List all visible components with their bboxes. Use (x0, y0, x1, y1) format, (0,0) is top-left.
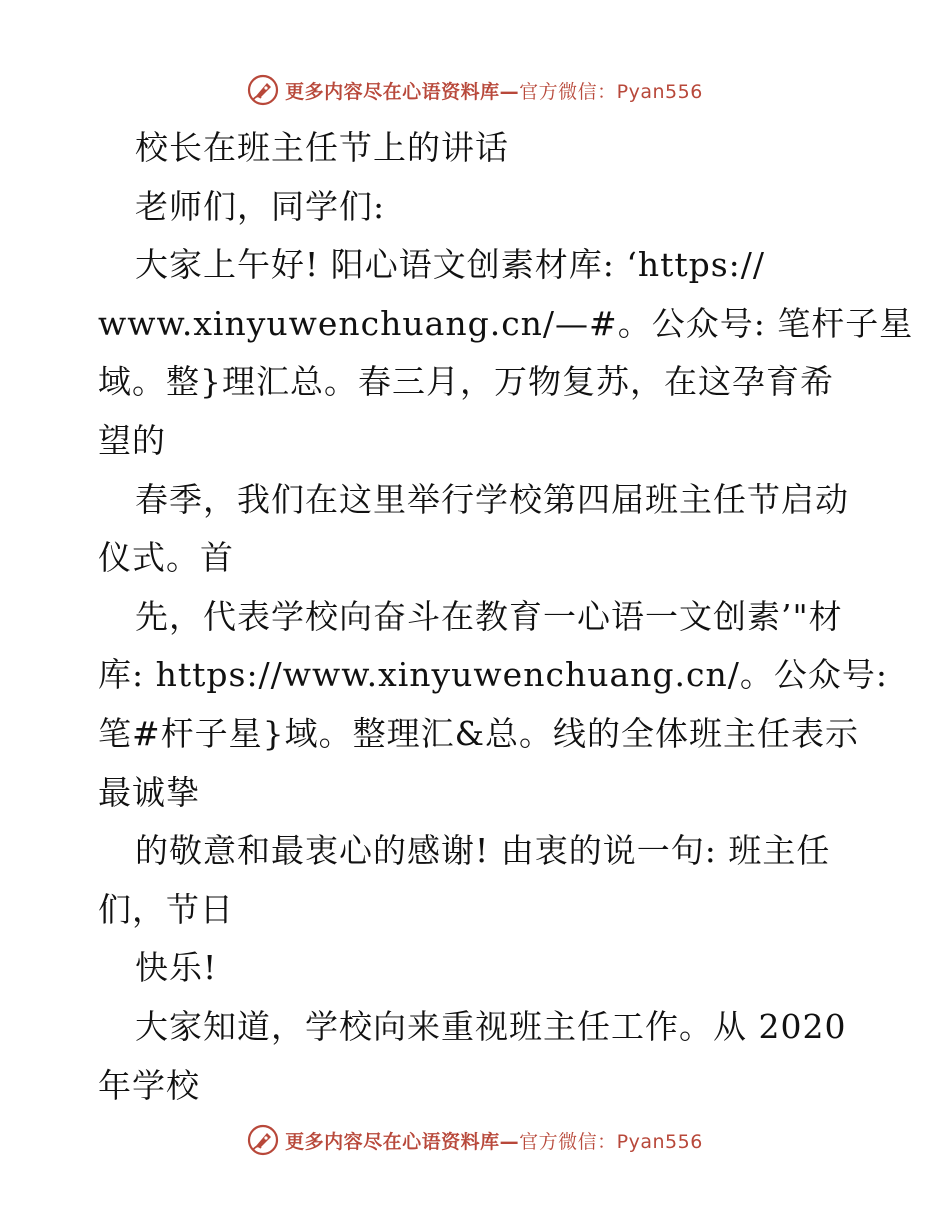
text-line: 最诚挚 (98, 772, 200, 812)
text-line: 望的 (98, 420, 166, 460)
brand-text: 更多内容尽在心语资料库 (285, 80, 500, 103)
pen-nib-logo-icon (247, 1124, 279, 1156)
wechat-text: 官方微信：Pyan556 (519, 1130, 703, 1153)
text-line: 库: https://www.xinyuwenchuang.cn/。公众号: (98, 655, 888, 695)
footer-watermark-text (285, 1127, 703, 1154)
text-line: 笔#杆子星}域。整理汇&总。线的全体班主任表示 (98, 713, 860, 753)
header-watermark (0, 70, 950, 110)
text-line: 年学校 (98, 1065, 200, 1105)
text-line: 大家上午好! 阳心语文创素材库: ‘https:// (135, 245, 766, 285)
text-line: 老师们，同学们: (135, 186, 386, 226)
pen-nib-logo-icon (247, 74, 279, 106)
text-line: 先，代表学校向奋斗在教育一心语一文创素’"材 (135, 596, 843, 636)
text-line: 大家知道，学校向来重视班主任工作。从 2020 (135, 1006, 847, 1046)
brand-text: 更多内容尽在心语资料库 (285, 1130, 500, 1153)
wechat-text: 官方微信：Pyan556 (519, 80, 703, 103)
text-line: 校长在班主任节上的讲话 (135, 128, 509, 167)
text-line: 的敬意和最衷心的感谢! 由衷的说一句: 班主任 (135, 831, 831, 871)
text-line: www.xinyuwenchuang.cn/—#。公众号: 笔杆子星 (98, 303, 914, 343)
footer-watermark (0, 1120, 950, 1160)
document-body (98, 119, 914, 1115)
text-line: 们，节日 (98, 889, 234, 929)
text-line: 快乐! (135, 948, 218, 988)
text-line: 春季，我们在这里举行学校第四届班主任节启动 (135, 479, 849, 519)
separator: — (499, 80, 520, 103)
header-watermark-text (285, 77, 703, 104)
separator: — (499, 1130, 520, 1153)
text-line: 域。整}理汇总。春三月，万物复苏，在这孕育希 (98, 362, 834, 402)
text-line: 仪式。首 (98, 538, 234, 578)
